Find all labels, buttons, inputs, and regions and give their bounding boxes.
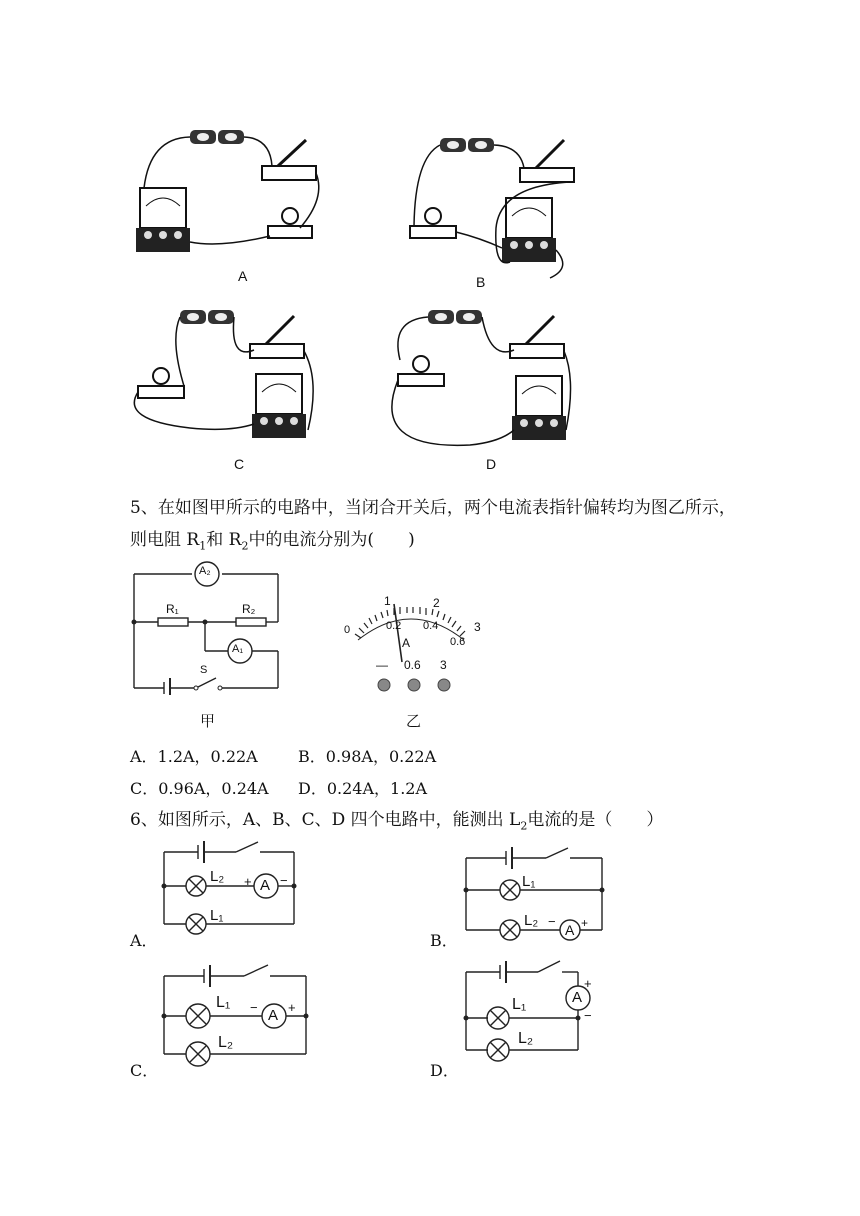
q5-yi-bottom-06: 0.6 xyxy=(450,636,466,648)
q5-jia-a2-label: A₂ xyxy=(199,565,211,577)
q5-yi-bottom-04: 0.4 xyxy=(423,620,439,632)
q6a-ammeter: A xyxy=(260,877,271,894)
q6c-minus: − xyxy=(250,1000,258,1015)
q5-stem-line2-pre: 则电阻 R xyxy=(130,530,200,550)
q6a-plus: + xyxy=(244,874,252,889)
q6b-minus: − xyxy=(548,914,556,929)
q5-stem-line2-post: 中的电流分别为( ) xyxy=(248,530,415,550)
q5-yi-bottom-02: 0.2 xyxy=(386,620,402,632)
q4-figure-a-label: A xyxy=(238,268,248,284)
q5-jia-a1-label: A₁ xyxy=(232,643,244,655)
q4-figure-b xyxy=(400,118,600,293)
q6-option-b-label: B． xyxy=(430,931,458,950)
q5-stem-sub1: 1 xyxy=(199,539,207,553)
q5-yi-unit: A xyxy=(402,636,411,650)
q6d-minus: − xyxy=(584,1008,592,1023)
q5-stem-sub2: 2 xyxy=(241,539,249,553)
q6-circuit-d xyxy=(462,958,607,1068)
q6c-l2: L₂ xyxy=(218,1034,234,1051)
q5-option-d: D．0.24A，1.2A xyxy=(298,779,428,798)
q6d-plus: + xyxy=(584,976,592,991)
q5-stem-line1: 5、在如图甲所示的电路中，当闭合开关后，两个电流表指针偏转均为图乙所示， xyxy=(130,498,736,518)
q5-option-a: A．1.2A，0.22A xyxy=(130,747,258,766)
q6d-l2: L₂ xyxy=(518,1030,534,1047)
q5-jia-r1-label: R₁ xyxy=(166,602,179,616)
q6a-l2: L₂ xyxy=(210,868,225,885)
q6b-ammeter: A xyxy=(565,922,575,938)
q6-stem-pre: 6、如图所示，A、B、C、D 四个电路中，能测出 L xyxy=(130,810,521,830)
q6-option-a-label: A． xyxy=(130,931,158,950)
q5-yi-terminal-06: 0.6 xyxy=(404,658,421,672)
q6a-l1: L₁ xyxy=(210,907,224,924)
q4-figure-d xyxy=(380,300,580,475)
q6b-l2: L₂ xyxy=(524,912,539,929)
q5-stem-line2-mid: 和 R xyxy=(206,530,242,550)
q4-figure-b-label: B xyxy=(476,274,486,290)
q5-yi-caption: 乙 xyxy=(406,713,422,730)
q6-circuit-c xyxy=(160,962,312,1072)
q6d-l1: L₁ xyxy=(512,996,527,1013)
q4-figure-c xyxy=(130,300,330,475)
q4-figure-c-label: C xyxy=(234,456,245,472)
q5-yi-top-2: 2 xyxy=(433,596,440,610)
q6c-plus: + xyxy=(288,1000,296,1015)
q6c-ammeter: A xyxy=(268,1007,279,1024)
q5-jia-s-label: S xyxy=(200,664,208,676)
q5-figure-yi xyxy=(336,590,486,730)
q6b-plus: + xyxy=(581,916,589,930)
q6a-minus: − xyxy=(280,873,288,888)
q5-yi-terminal-neg: — xyxy=(376,658,388,672)
q5-yi-bottom-0: 0 xyxy=(344,624,351,636)
q6-stem xyxy=(130,808,663,838)
q4-figure-a xyxy=(130,118,330,293)
q6-stem-sub: 2 xyxy=(520,819,528,833)
q6-stem-post: 电流的是（ ） xyxy=(527,810,664,830)
q5-stem-line2 xyxy=(130,528,415,558)
q6-option-c-label: C． xyxy=(130,1061,159,1080)
q6-circuit-b xyxy=(462,846,607,946)
q5-figure-jia xyxy=(128,560,288,730)
q5-option-b: B．0.98A，0.22A xyxy=(298,747,437,766)
q6b-l1: L₁ xyxy=(522,873,536,890)
q5-yi-top-1: 1 xyxy=(384,594,391,608)
q6-circuit-a xyxy=(160,840,300,945)
q6c-l1: L₁ xyxy=(216,994,231,1011)
q4-figure-d-label: D xyxy=(486,456,497,472)
q6d-ammeter: A xyxy=(572,989,583,1006)
q5-yi-terminal-3: 3 xyxy=(440,658,447,672)
q5-jia-r2-label: R₂ xyxy=(242,602,256,616)
q5-jia-caption: 甲 xyxy=(200,713,216,730)
q5-yi-top-3: 3 xyxy=(474,620,481,634)
q5-option-c: C．0.96A，0.24A xyxy=(130,779,269,798)
q6-option-d-label: D． xyxy=(430,1061,459,1080)
